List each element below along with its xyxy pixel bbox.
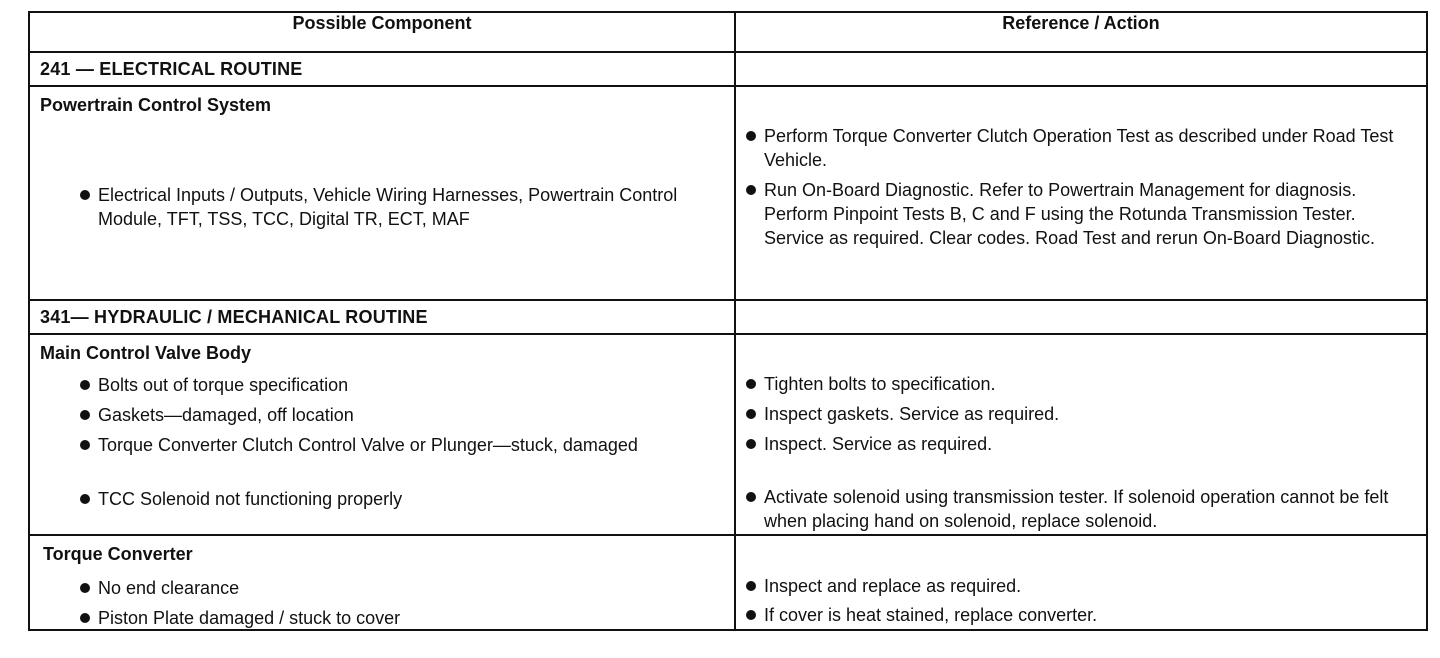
section-electrical-empty <box>735 52 1427 86</box>
diagnosis-table <box>28 11 1428 631</box>
main-control-component-2: Gaskets—damaged, off location <box>80 403 698 427</box>
bullet-icon <box>746 409 756 419</box>
bullet-icon <box>80 440 90 450</box>
torque-converter-component-1: No end clearance <box>80 576 698 600</box>
bullet-icon <box>746 439 756 449</box>
powertrain-component: Electrical Inputs / Outputs, Vehicle Wiring Harnesses, Powertrain Control Module, TFT, TSS, TCC, Digital TR, ECT, MAF <box>80 183 723 231</box>
bullet-icon <box>746 131 756 141</box>
bullet-icon <box>80 613 90 623</box>
section-hydraulic-empty <box>735 300 1427 334</box>
powertrain-title: Powertrain Control System <box>40 95 272 115</box>
bullet-icon <box>746 492 756 502</box>
section-electrical-label: 241 — ELECTRICAL ROUTINE <box>40 58 303 79</box>
torque-converter-action-1: Inspect and replace as required. <box>746 574 1404 598</box>
main-control-component-3: Torque Converter Clutch Control Valve or Plunger—stuck, damaged <box>80 433 698 457</box>
header-reference-action: Reference / Action <box>735 12 1427 52</box>
powertrain-action-1: Perform Torque Converter Clutch Operation Test as described under Road Test Vehicle. <box>746 124 1394 172</box>
bullet-icon <box>746 581 756 591</box>
torque-converter-title: Torque Converter <box>43 544 193 564</box>
torque-converter-component-2: Piston Plate damaged / stuck to cover <box>80 606 698 630</box>
section-row-hydraulic <box>29 300 1427 334</box>
section-hydraulic-label: 341— HYDRAULIC / MECHANICAL ROUTINE <box>40 306 428 327</box>
header-possible-component: Possible Component <box>29 12 735 52</box>
bullet-icon <box>80 380 90 390</box>
main-control-action-2: Inspect gaskets. Service as required. <box>746 402 1404 426</box>
bullet-icon <box>80 583 90 593</box>
bullet-icon <box>80 410 90 420</box>
main-control-action-1: Tighten bolts to specification. <box>746 372 1404 396</box>
torque-converter-action-2: If cover is heat stained, replace converter. <box>746 603 1404 627</box>
main-control-component-1: Bolts out of torque specification <box>80 373 698 397</box>
row-torque-converter <box>29 535 1427 630</box>
section-row-electrical <box>29 52 1427 86</box>
bullet-icon <box>746 185 756 195</box>
bullet-icon <box>746 379 756 389</box>
main-control-title: Main Control Valve Body <box>40 343 252 363</box>
bullet-icon <box>80 494 90 504</box>
bullet-icon <box>746 610 756 620</box>
main-control-component-4: TCC Solenoid not functioning properly <box>80 487 698 511</box>
powertrain-action-2: Run On-Board Diagnostic. Refer to Powertrain Management for diagnosis. Perform Pinpoint Tests B, C and F using the Rotunda Transmission Tester. Service as required. Clear codes. Road Test and rerun On-Board Diagnostic. <box>746 178 1404 250</box>
row-main-control-valve <box>29 334 1427 535</box>
bullet-icon <box>80 190 90 200</box>
row-powertrain <box>29 86 1427 300</box>
main-control-action-3: Inspect. Service as required. <box>746 432 1404 456</box>
main-control-action-4: Activate solenoid using transmission tester. If solenoid operation cannot be felt when placing hand on solenoid, replace solenoid. <box>746 485 1404 533</box>
